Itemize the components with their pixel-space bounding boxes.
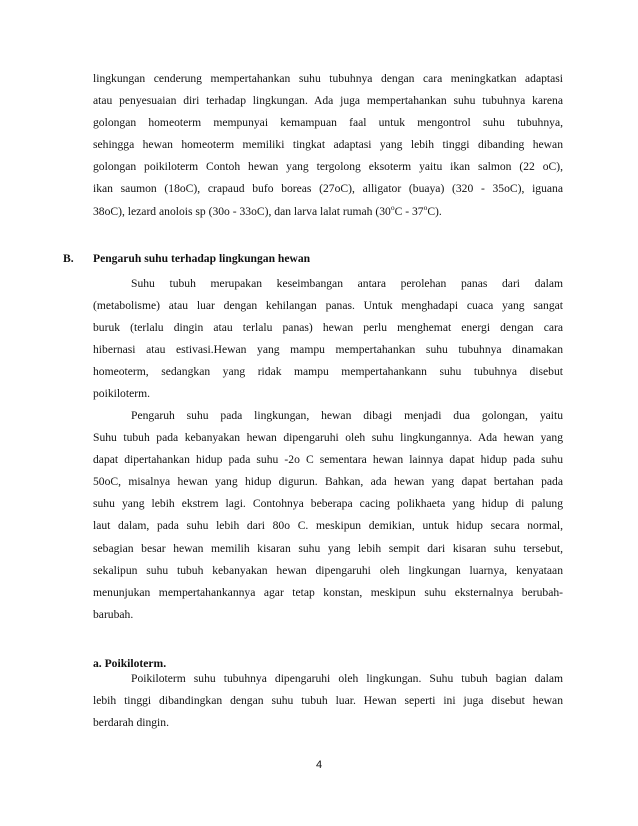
- text-line: sebagian besar hewan memilih kisaran suhu yang lebih sempit dari kisaran suhu tersebut,: [93, 541, 563, 555]
- section-title: Pengaruh suhu terhadap lingkungan hewan: [93, 252, 311, 265]
- text-line: golongan homeoterm mempunyai kemampuan faal untuk mengontrol suhu tubuhnya,: [93, 116, 563, 130]
- subsection-heading-poikiloterm: a. Poikiloterm.: [93, 657, 167, 670]
- section-heading-b: [63, 252, 310, 265]
- text-line: Suhu tubuh pada kebanyakan hewan dipengaruhi oleh suhu lingkungannya. Ada hewan yang: [93, 431, 563, 445]
- text-line: dapat dipertahankan hidup pada suhu -2o C sementara hewan lainnya dapat hidup pada suhu: [93, 453, 563, 467]
- text-fragment: C).: [427, 204, 442, 218]
- text-line: [93, 201, 563, 223]
- degree-superscript: o: [423, 202, 428, 212]
- text-line: berdarah dingin.: [93, 716, 169, 730]
- text-line: atau penyesuaian diri terhadap lingkungan. Ada juga mempertahankan suhu tubuhnya karena: [93, 94, 563, 108]
- text-line: sekalipun suhu tubuh kebanyakan hewan dipengaruhi oleh lingkungan luarnya, kenyataan: [93, 563, 563, 577]
- text-line: lingkungan cenderung mempertahankan suhu tubuhnya dengan cara meningkatkan adaptasi: [93, 72, 563, 85]
- paragraph-poikiloterm: [93, 668, 563, 734]
- paragraph-environment-effect: [93, 405, 563, 626]
- text-line: laut dalam, pada suhu lebih dari 80o C. meskipun demikian, untuk hidup secara normal,: [93, 519, 563, 533]
- text-line: barubah.: [93, 607, 134, 621]
- degree-superscript: o: [390, 202, 395, 212]
- paragraph-body-temperature: [93, 273, 563, 406]
- page-number: 4: [315, 759, 323, 771]
- text-fragment: C - 37: [394, 204, 424, 218]
- paragraph-intro: [93, 68, 563, 223]
- text-line: Pengaruh suhu pada lingkungan, hewan dibagi menjadi dua golongan, yaitu: [131, 409, 563, 422]
- text-line: hibernasi atau estivasi.Hewan yang mampu mempertahankan suhu tubuhnya dinamakan: [93, 343, 563, 357]
- text-line: sehingga hewan homeoterm memiliki tingkat adaptasi yang lebih tinggi dibanding hewan: [93, 138, 563, 152]
- text-line: menunjukan mempertahankannya agar tetap konstan, meskipun suhu eksternalnya berubah-: [93, 585, 563, 599]
- text-line: Poikiloterm suhu tubuhnya dipengaruhi oleh lingkungan. Suhu tubuh bagian dalam: [131, 672, 563, 685]
- text-line: 50oC, misalnya hewan yang hidup digurun. Bahkan, ada hewan yang dapat bertahan pada: [93, 475, 563, 489]
- text-line: buruk (terlalu dingin atau terlalu panas) hewan perlu menghemat energi dengan cara: [93, 321, 563, 335]
- text-line: ikan saumon (18oC), crapaud bufo boreas (27oC), alligator (buaya) (320 - 35oC), iguana: [93, 182, 563, 196]
- text-line: poikiloterm.: [93, 387, 150, 401]
- text-line: lebih tinggi dibandingkan dengan suhu tubuh luar. Hewan seperti ini juga disebut hewan: [93, 694, 563, 708]
- text-line: Suhu tubuh merupakan keseimbangan antara perolehan panas dari dalam: [131, 277, 563, 290]
- text-line: suhu yang lebih ekstrem lagi. Contohnya beberapa cacing polikhaeta yang hidup di palung: [93, 497, 563, 511]
- text-line: golongan poikiloterm Contoh hewan yang tergolong eksoterm yaitu ikan salmon (22 oC),: [93, 160, 563, 174]
- text-line: (metabolisme) atau luar dengan kehilangan panas. Untuk menghadapi cuaca yang sangat: [93, 299, 563, 313]
- text-fragment: 38oC), lezard anolois sp (30o - 33oC), dan larva lalat rumah (30: [93, 204, 391, 218]
- section-label: B.: [63, 252, 74, 265]
- text-line: homeoterm, sedangkan yang ridak mampu mempertahankann suhu tubuhnya disebut: [93, 365, 563, 379]
